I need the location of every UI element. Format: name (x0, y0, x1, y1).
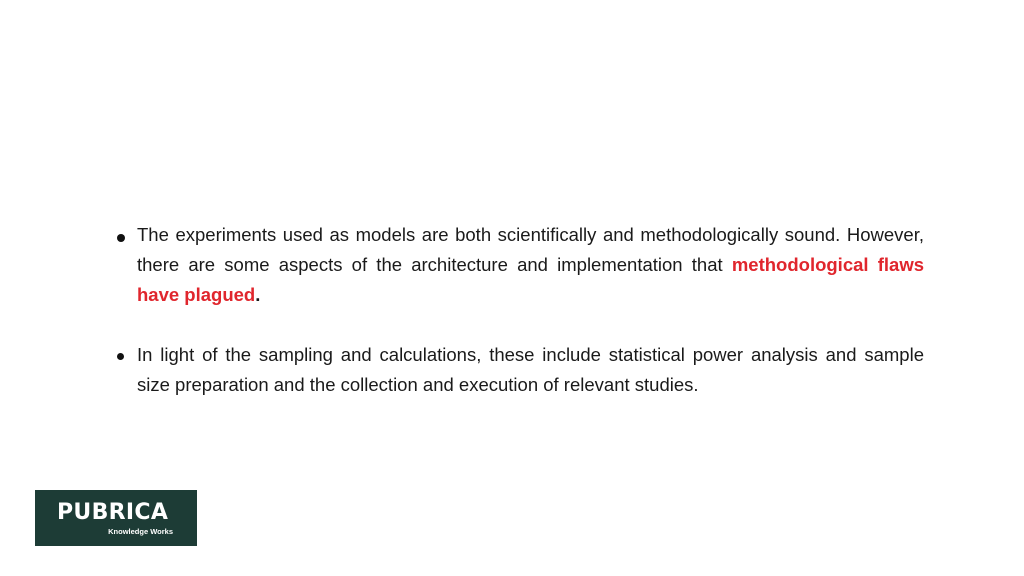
logo-wordmark: PUBRICA (57, 500, 169, 525)
bullet-dot-icon (117, 353, 124, 360)
bullet-1-text: The experiments used as models are both scientifically and methodologically sound. However, there are some aspects of the architecture and implementation that (137, 224, 924, 275)
bullet-1-period: . (255, 284, 261, 305)
bullet-item-2 (116, 340, 924, 400)
bullet-list (116, 220, 924, 430)
bullet-dot-icon (117, 234, 125, 242)
pubrica-logo (35, 490, 197, 546)
bullet-1-highlight: methodological flaws have plagued (137, 254, 925, 305)
logo-tagline: Knowledge Works (108, 527, 173, 536)
bullet-2-text: In light of the sampling and calculations, these include statistical power analysis and sample size preparation and the collection and execution of relevant studies. (137, 344, 924, 395)
bullet-item-1 (116, 220, 924, 310)
